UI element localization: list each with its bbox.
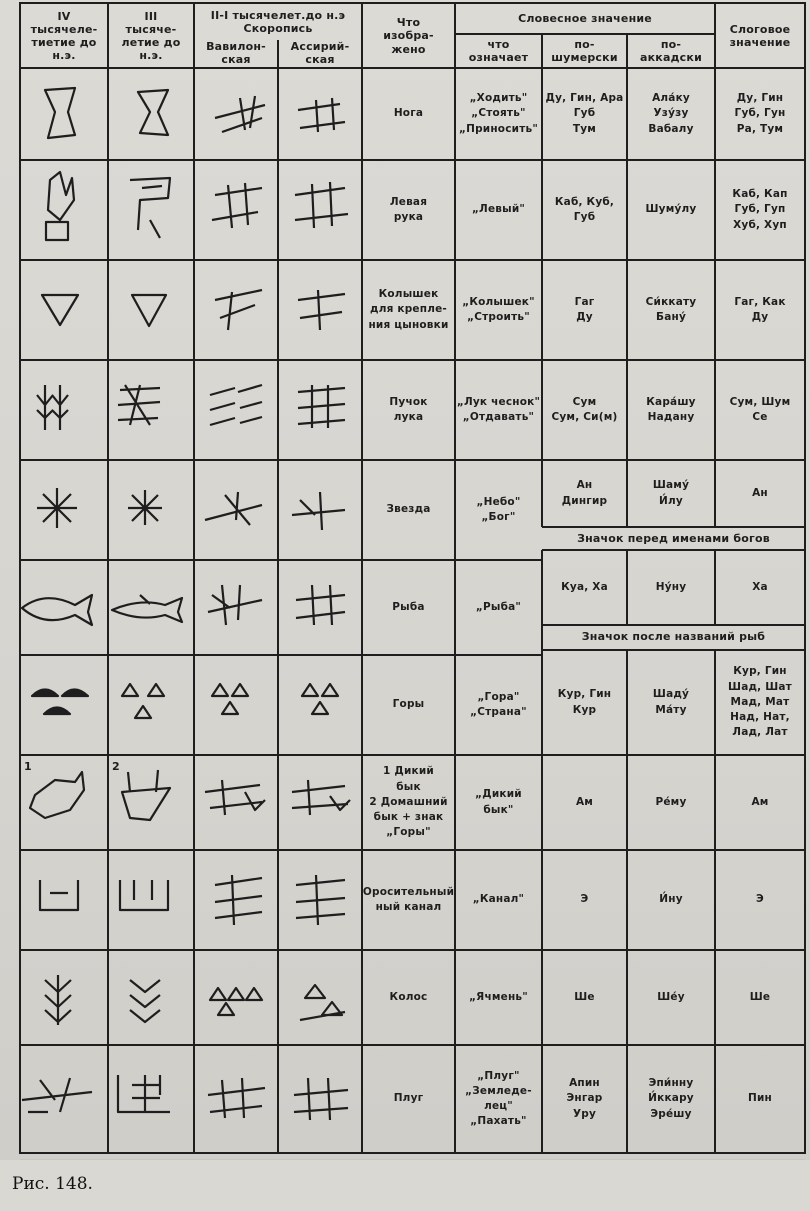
header-text: Вавилон-: [206, 39, 266, 53]
sumerian-text: Энгар: [566, 1092, 603, 1105]
fish-babylonian-cuneiform-icon: [208, 585, 262, 625]
means-text: „Плуг": [477, 1069, 520, 1082]
onion-bundle-pictogram-icon: [37, 385, 68, 430]
sumerian-text: Губ: [573, 211, 596, 223]
depicted-text: Нога: [393, 107, 424, 120]
syllabic-text: Ду: [751, 311, 769, 323]
header-text: Слоговое: [729, 22, 791, 36]
header-text: II-I тысячелет.до н.э: [210, 8, 346, 22]
akkadian-text: Вабалу: [648, 122, 694, 135]
depicted-text: Колышек: [378, 288, 439, 301]
sumerian-text: Ду: [576, 311, 593, 323]
depicted-text: лука: [393, 411, 424, 423]
canal-babylonian-cuneiform-icon: [215, 875, 262, 925]
mountains-pictogram-icon: [32, 690, 88, 715]
depicted-text: бык: [396, 780, 421, 793]
akkadian-text: Шаду́: [652, 688, 690, 701]
sumerian-text: Тум: [572, 122, 597, 135]
akkadian-text: Шуму́лу: [645, 203, 697, 216]
star-archaic-icon: [128, 490, 162, 525]
star-pictogram-icon: [37, 488, 77, 528]
means-text: „Рыба": [475, 600, 522, 613]
fish-assyrian-cuneiform-icon: [296, 585, 345, 625]
depicted-text: рука: [393, 211, 424, 223]
depicted-text: Горы: [392, 698, 425, 711]
sumerian-text: Ам: [575, 795, 594, 808]
plough-babylonian-cuneiform-icon: [208, 1078, 265, 1118]
akkadian-text: Ну́ну: [655, 580, 687, 593]
header-text: тысяче-: [125, 22, 177, 36]
header-text: аккадски: [640, 51, 702, 64]
depicted-text: ния цыновки: [368, 318, 449, 331]
depicted-text: Плуг: [393, 1092, 424, 1105]
akkadian-text: Бану́: [656, 311, 686, 323]
syllabic-text: Хуб, Хуп: [733, 218, 787, 231]
sumerian-text: Уру: [572, 1107, 597, 1120]
means-text: „Стоять": [471, 107, 526, 120]
syllabic-text: Лад, Лат: [732, 726, 788, 739]
sumerian-text: Ше: [574, 990, 595, 1003]
means-text: „Дикий: [475, 788, 522, 801]
header-text: летие до: [121, 36, 181, 49]
means-text: „Колышек": [462, 295, 535, 308]
akkadian-text: Узу́зу: [653, 107, 689, 120]
star-babylonian-cuneiform-icon: [205, 492, 262, 525]
syllabic-text: Шад, Шат: [728, 680, 792, 693]
means-text: „Гора": [477, 690, 520, 703]
means-text: „Канал": [472, 893, 525, 906]
akkadian-text: Си́ккату: [645, 295, 697, 308]
header-text: III: [144, 9, 158, 23]
sumerian-text: Сум, Си(м): [551, 411, 618, 423]
page-bottom-margin: [0, 1160, 810, 1211]
syllabic-text: Ра, Тум: [736, 122, 784, 135]
syllabic-text: Кур, Гин: [733, 665, 787, 678]
sumerian-text: Кур, Гин: [557, 688, 612, 701]
depicted-text: Левая: [389, 195, 428, 208]
means-text: бык": [483, 803, 514, 816]
fish-archaic-icon: [112, 595, 182, 622]
header-text: по-: [574, 37, 595, 51]
syllabic-text: Ду, Гин: [736, 92, 784, 105]
depicted-text: 1 Дикий: [383, 765, 434, 778]
syllabic-text: Гаг, Как: [734, 295, 786, 308]
means-text: лец": [484, 1100, 513, 1112]
depicted-text: бык + знак: [373, 811, 444, 824]
akkadian-text: Ше́у: [657, 990, 685, 1003]
hand-archaic-icon: [130, 178, 170, 238]
akkadian-text: Эре́шу: [650, 1107, 692, 1120]
header-text: ская: [221, 53, 251, 66]
akkadian-text: Ма́ту: [655, 703, 687, 716]
akkadian-text: И́ну: [659, 893, 683, 906]
header-text: Словесное значение: [518, 12, 652, 26]
sumerian-text: Ан: [576, 479, 593, 492]
header-text: по-: [660, 37, 682, 51]
header-text: IV: [57, 9, 71, 23]
sumerian-text: Кур: [572, 703, 597, 716]
header-text: Скоропись: [243, 22, 313, 35]
header-text: изобра-: [383, 29, 434, 43]
sumerian-text: Апин: [569, 1077, 600, 1090]
depicted-text: Рыба: [392, 600, 425, 613]
syllabic-text: Э: [756, 893, 764, 906]
onion-bundle-archaic-icon: [118, 385, 160, 425]
means-text: „Небо": [476, 495, 521, 508]
mountains-archaic-icon: [122, 684, 164, 718]
canal-pictogram-icon: [40, 880, 78, 910]
ear-of-grain-assyrian-cuneiform-icon: [300, 985, 345, 1020]
onion-bundle-babylonian-cuneiform-icon: [210, 385, 262, 425]
syllabic-text: Губ, Гун: [734, 107, 786, 120]
bull-assyrian-cuneiform-icon: [292, 780, 350, 815]
akkadian-text: И́ккару: [648, 1092, 694, 1105]
means-text: „Левый": [471, 203, 526, 216]
depicted-text: „Горы": [386, 826, 431, 839]
ear-of-grain-archaic-icon: [130, 980, 160, 1022]
syllabic-text: Сум, Шум: [729, 395, 791, 408]
sumerian-text: Э: [580, 893, 589, 906]
header-text: шумерски: [551, 51, 618, 64]
sumerian-text: Сум: [572, 395, 597, 408]
domestic-bull-archaic-icon: [122, 770, 170, 820]
header-text: Что: [396, 16, 421, 30]
header-text: ская: [305, 53, 335, 66]
mountains-babylonian-cuneiform-icon: [212, 684, 248, 714]
header-text: н.э.: [52, 49, 76, 63]
canal-archaic-icon: [120, 880, 168, 910]
akkadian-text: Надану: [647, 411, 695, 423]
hand-pictogram-icon: [46, 172, 74, 240]
ear-of-grain-babylonian-cuneiform-icon: [210, 988, 262, 1015]
foot-babylonian-cuneiform-icon: [215, 96, 265, 132]
wild-bull-pictogram-icon: [30, 772, 84, 818]
foot-pictogram-icon: [45, 88, 75, 138]
header-text: тиетие до: [31, 36, 97, 49]
sumerian-text: Куа, Ха: [561, 580, 608, 593]
means-text: „Земледе-: [465, 1084, 532, 1097]
means-text: „Пахать": [470, 1115, 527, 1128]
pic-number-2: 2: [112, 760, 120, 773]
syllabic-text: Ха: [752, 580, 768, 593]
star-assyrian-cuneiform-icon: [292, 492, 345, 530]
means-text: „Бог": [481, 511, 516, 523]
akkadian-text: Кара́шу: [646, 395, 696, 408]
means-text: „Ячмень": [469, 990, 528, 1003]
plough-assyrian-cuneiform-icon: [294, 1078, 348, 1120]
syllabic-text: Се: [752, 411, 768, 423]
means-text: „Строить": [467, 311, 530, 323]
sumerian-text: Гаг: [574, 295, 595, 308]
peg-pictogram-icon: [42, 295, 78, 325]
syllabic-text: Ан: [752, 486, 768, 499]
hand-babylonian-cuneiform-icon: [212, 183, 262, 228]
sumerian-text: Каб, Куб,: [554, 195, 615, 208]
plough-pictogram-icon: [22, 1078, 92, 1112]
akkadian-text: Эпи́нну: [648, 1077, 694, 1090]
akkadian-text: Ре́му: [655, 795, 687, 808]
akkadian-text: И́лу: [659, 494, 683, 507]
peg-archaic-icon: [132, 295, 166, 326]
bull-babylonian-cuneiform-icon: [205, 780, 265, 815]
peg-assyrian-cuneiform-icon: [298, 290, 345, 330]
header-text: жено: [391, 42, 426, 56]
means-text: „Ходить": [469, 92, 528, 105]
pic-number-1: 1: [24, 760, 32, 773]
akkadian-text: Шаму́: [652, 479, 690, 492]
plough-archaic-icon: [118, 1075, 170, 1112]
syllabic-text: Ше: [749, 990, 771, 1003]
sumerian-text: Ду, Гин, Ара: [545, 92, 624, 105]
header-text: н.э.: [139, 49, 163, 63]
foot-archaic-icon: [138, 90, 168, 135]
canal-assyrian-cuneiform-icon: [296, 875, 345, 925]
means-text: „Отдавать": [462, 411, 535, 423]
fish-pictogram-icon: [22, 595, 92, 625]
depicted-text: Звезда: [386, 503, 431, 516]
means-text: „Приносить": [458, 122, 538, 135]
syllabic-text: Мад, Мат: [730, 695, 790, 708]
sumerian-text: Губ: [573, 107, 596, 120]
syllabic-text: Губ, Гуп: [734, 203, 786, 216]
depicted-text: Колос: [389, 990, 428, 1003]
akkadian-text: Ала́ку: [652, 92, 690, 105]
syllabic-text: Ам: [751, 795, 769, 808]
header-text: тысячеле-: [30, 22, 98, 36]
header-text: означает: [468, 51, 529, 64]
foot-assyrian-cuneiform-icon: [298, 98, 345, 132]
syllabic-text: Над, Нат,: [730, 711, 790, 724]
depicted-text: Пучок: [389, 395, 428, 408]
sumerian-text: Дингир: [561, 494, 608, 507]
note-text: Значок перед именами богов: [577, 532, 770, 546]
header-text: что: [487, 37, 510, 51]
hand-assyrian-cuneiform-icon: [295, 182, 348, 228]
note-text: Значок после названий рыб: [581, 630, 766, 644]
syllabic-text: Пин: [748, 1092, 772, 1105]
depicted-text: 2 Домашний: [369, 795, 448, 808]
peg-babylonian-cuneiform-icon: [215, 290, 262, 330]
means-text: „Страна": [470, 706, 527, 718]
syllabic-text: Каб, Кап: [732, 188, 788, 201]
depicted-text: Оросительный: [362, 885, 455, 898]
depicted-text: ный канал: [375, 901, 442, 913]
figure-caption: Рис. 148.: [12, 1174, 93, 1194]
onion-bundle-assyrian-cuneiform-icon: [298, 385, 345, 428]
ear-of-grain-pictogram-icon: [45, 975, 71, 1025]
mountains-assyrian-cuneiform-icon: [302, 684, 338, 714]
depicted-text: для крепле-: [370, 303, 447, 316]
header-text: значение: [729, 36, 791, 49]
means-text: „Лук чеснок": [456, 395, 541, 408]
header-text: Ассирий-: [290, 39, 350, 53]
